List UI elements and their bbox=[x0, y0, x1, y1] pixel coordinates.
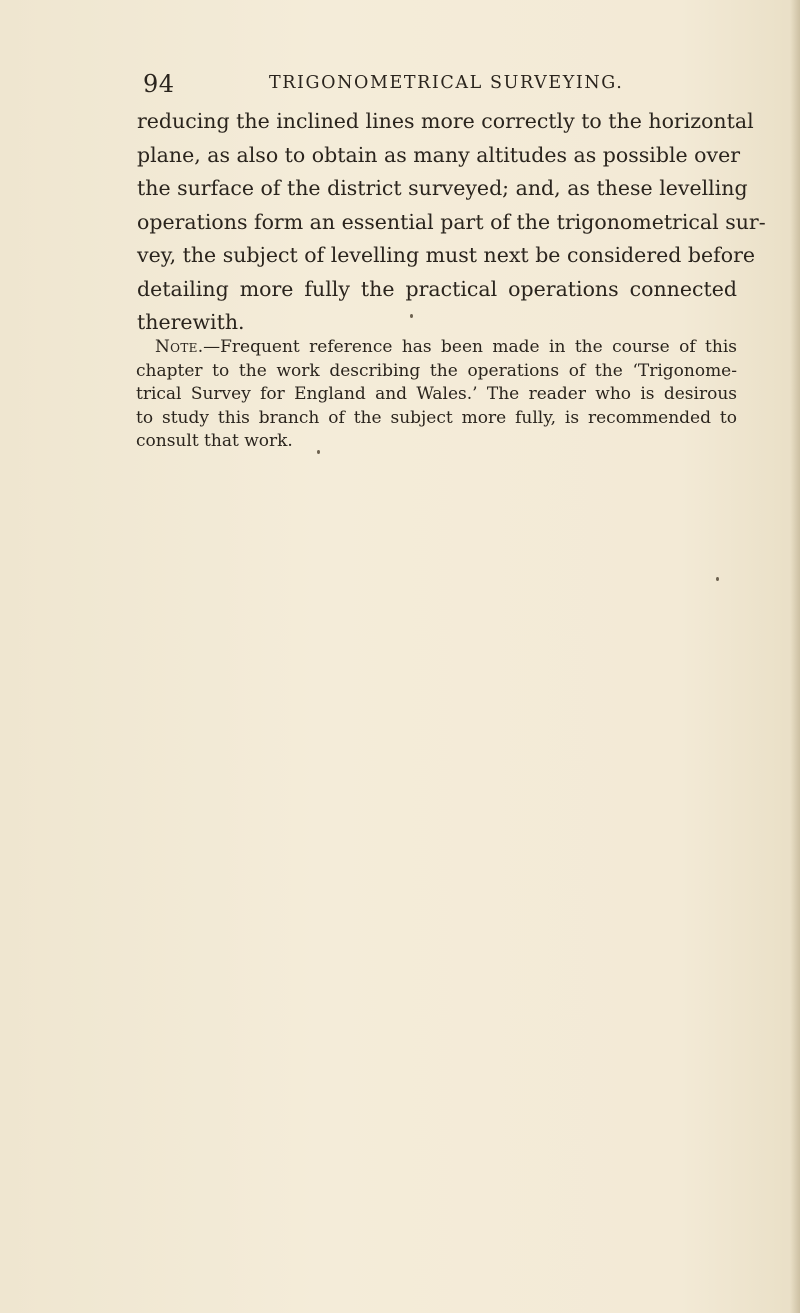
body-line: vey, the subject of levelling must next be considered before bbox=[137, 243, 756, 267]
footnote bbox=[136, 336, 737, 454]
note-line: to study this branch of the subject more fully, is recommended to bbox=[136, 407, 737, 428]
note-line: chapter to the work describing the operations of the ‘Trigonome- bbox=[136, 360, 737, 381]
body-line: plane, as also to obtain as many altitudes as possible over bbox=[137, 142, 741, 167]
paper-speck bbox=[716, 577, 719, 581]
note-line: trical Survey for England and Wales.’ The reader who is desirous bbox=[136, 384, 737, 404]
body-line: therewith. bbox=[137, 310, 245, 334]
paper-speck bbox=[317, 450, 320, 454]
body-line: detailing more fully the practical operations connected bbox=[137, 276, 737, 301]
note-text: .—Frequent reference has been made in the course of this bbox=[197, 337, 737, 357]
body-line: the surface of the district surveyed; and, as these levelling bbox=[137, 176, 748, 200]
running-head bbox=[143, 68, 743, 102]
paper-speck bbox=[410, 314, 413, 318]
body-paragraph bbox=[137, 105, 766, 340]
body-line: operations form an essential part of the trigonometrical sur- bbox=[137, 209, 766, 234]
note-label: Note bbox=[155, 337, 198, 357]
body-line: reducing the inclined lines more correctly to the horizontal bbox=[137, 109, 754, 133]
note-line bbox=[136, 336, 737, 360]
page-number: 94 bbox=[143, 70, 175, 98]
running-head-title: TRIGONOMETRICAL SURVEYING. bbox=[269, 73, 624, 93]
note-line: consult that work. bbox=[136, 431, 293, 451]
page-edge-shadow bbox=[790, 0, 800, 1313]
